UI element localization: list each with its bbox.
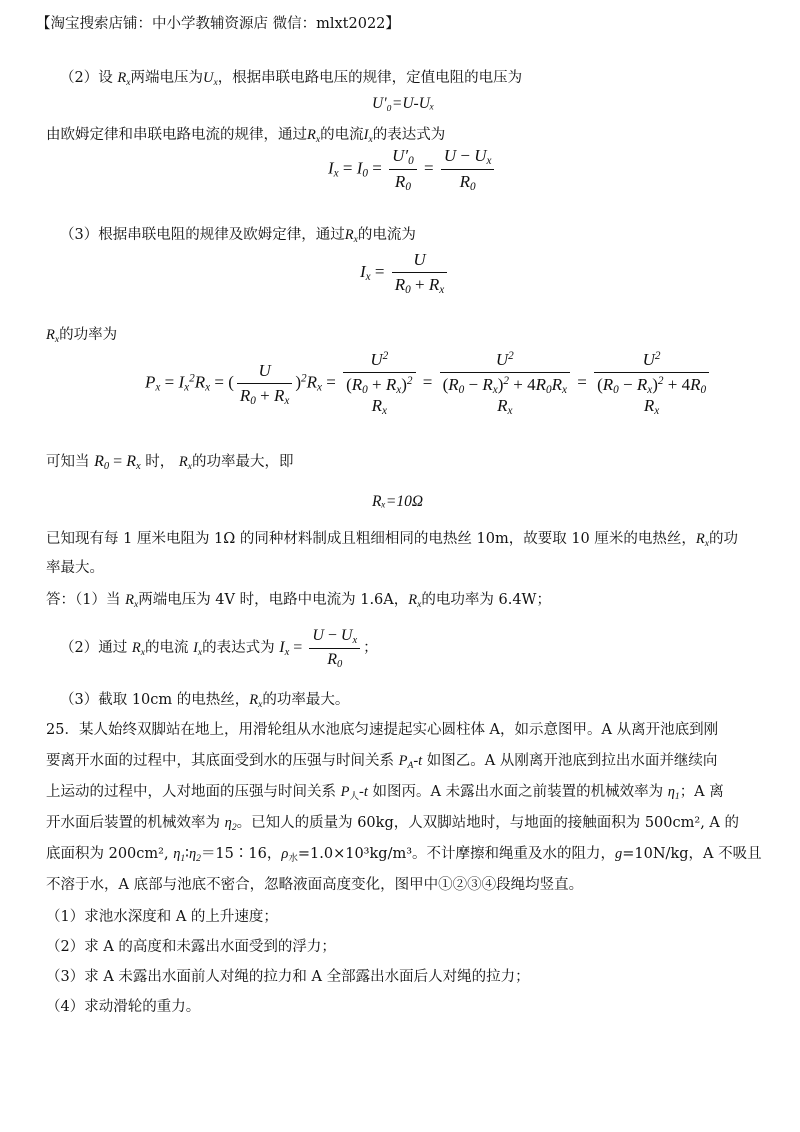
equation-px: $P_x = I_x^2R_x$ = ( $\frac{U}{R_0 + R_x}$ )$^2R_x$ = $U^2$ $(R_0 + R_x)^2$ $R_x$ = $U^2$ $(R_0 - R_x)^2 + 4R_0R_x$ $R_x$ = $U^2$ $(R_0 - R_x)^2 + 4R_0$ $R_x$ — [145, 350, 712, 417]
q25-subquestion-2: （2）求 A 的高度和未露出水面受到的浮力； — [46, 939, 336, 955]
part3-intro: （3）根据串联电阻的规律及欧姆定律，通过$R_x$的电流为 — [60, 227, 416, 245]
power-label: $R_x$的功率为 — [46, 327, 118, 345]
equation-rx-value: Rₓ=10Ω — [372, 493, 424, 510]
answer-line-1: 答：（1）当 $R_x$两端电压为 4V 时，电路中电流为 1.6A，$R_x$的电功率为 6.4W； — [46, 592, 551, 610]
equation-ix-series: $I_x = I_0$ = $\frac{U'_0}{R_0}$ = $\frac{U - U_x}{R_0}$ — [328, 146, 497, 193]
conclusion-para-2: 率最大。 — [46, 560, 104, 576]
answer-line-2: （2）通过 $R_x$的电流 $I_x$的表达式为 $I_x$ = $\frac{U - U_x}{R_0}$ ； — [60, 627, 378, 670]
q25-subquestion-4: （4）求动滑轮的重力。 — [46, 999, 201, 1015]
conclusion-para-1: 已知现有每 1 厘米电阻为 1Ω 的同种材料制成且粗细相同的电热丝 10m，故要取 10 厘米的电热丝，$R_x$的功 — [46, 531, 738, 549]
answer-line-3: （3）截取 10cm 的电热丝，$R_x$的功率最大。 — [60, 692, 350, 710]
q25-line-5: 底面积为 200cm², $\eta_1∶\eta_2=15∶16$，$\rho_水=1.0\times 10^3kg/m^3$。不计摩擦和绳重及水的阻力，g=10N/kg，A 不吸且 — [46, 846, 762, 864]
q25-subquestion-1: （1）求池水深度和 A 的上升速度； — [46, 909, 278, 925]
q25-line-3: 上运动的过程中，人对地面的压强与时间关系 $P_人-t$ 如图丙。A 未露出水面之前装置的机械效率为 $\eta_1$；A 离 — [46, 784, 724, 802]
q25-subquestion-3: （3）求 A 未露出水面前人对绳的拉力和 A 全部露出水面后人对绳的拉力； — [46, 969, 530, 985]
equation-u0: U'₀=U-Uₓ — [372, 95, 435, 112]
part2-ohm-text: 由欧姆定律和串联电路电流的规律，通过$R_x$的电流$I_x$的表达式为 — [46, 127, 446, 145]
conclusion-when: 可知当 $R_0 = R_x$ 时， $R_x$的功率最大，即 — [46, 453, 294, 472]
part2-intro: （2）设 $R_x$两端电压为$U_x$，根据串联电路电压的规律，定值电阻的电压为 — [60, 70, 523, 88]
q25-line-6: 不溶于水，A 底部与池底不密合，忽略液面高度变化，图甲中①②③④段绳均竖直。 — [46, 877, 584, 893]
q25-line-2: 要离开水面的过程中，其底面受到水的压强与时间关系 $P_A-t$ 如图乙。A 从刚离开池底到拉出水面并继续向 — [46, 753, 718, 771]
page-header: 【淘宝搜索店铺：中小学教辅资源店 微信：mlxt2022】 — [36, 16, 400, 32]
q25-line-1: 25．某人始终双脚站在地上，用滑轮组从水池底匀速提起实心圆柱体 A，如示意图甲。A 从离开池底到刚 — [46, 722, 719, 738]
equation-ix-total: $I_x$ = $\frac{U}{R_0 + R_x}$ — [360, 250, 450, 296]
q25-line-4: 开水面后装置的机械效率为 $\eta_2$。已知人的质量为 60kg，人双脚站地时，与地面的接触面积为 500cm², A 的 — [46, 815, 739, 833]
